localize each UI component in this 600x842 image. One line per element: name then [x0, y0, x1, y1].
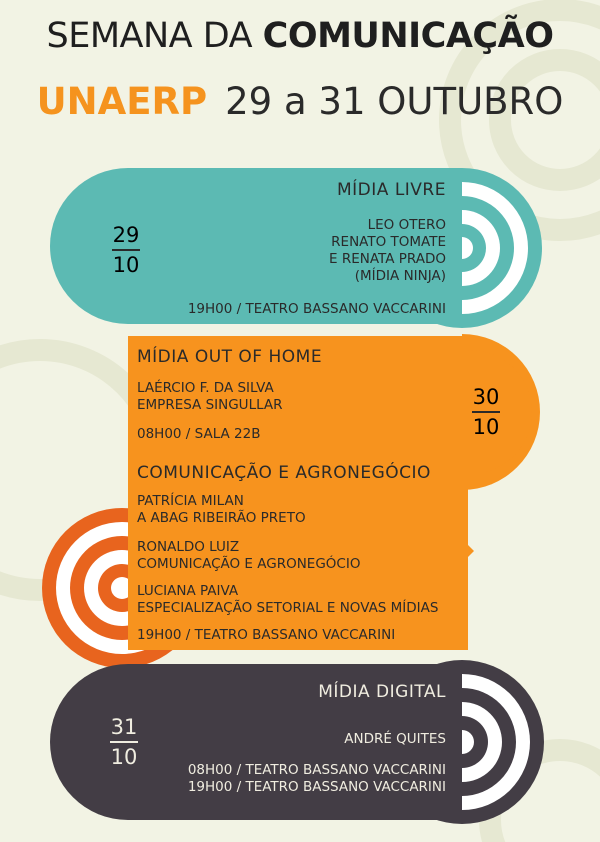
day3-date-day: 31 — [110, 715, 138, 739]
day2-speaker-b — [137, 539, 360, 573]
day2-speaker-c — [137, 583, 438, 617]
speaker-line: LEO OTERO — [367, 217, 446, 233]
day3-date — [96, 714, 152, 770]
speaker-line: A ABAG RIBEIRÃO PRETO — [137, 510, 306, 526]
speaker-line: (MÍDIA NINJA) — [354, 268, 446, 284]
day3-speaker: ANDRÉ QUITES — [344, 731, 446, 747]
speaker-line: EMPRESA SINGULLAR — [137, 397, 283, 413]
title-thin: SEMANA DA — [46, 16, 253, 56]
speaker-line: LAÉRCIO F. DA SILVA — [137, 380, 274, 396]
day1-time: 19H00 / TEATRO BASSANO VACCARINI — [187, 301, 446, 317]
date-divider — [472, 411, 500, 413]
day2-date-day: 30 — [472, 385, 500, 409]
event-subtitle — [0, 80, 600, 123]
day1-title: MÍDIA LIVRE — [337, 180, 446, 200]
day1-date-day: 29 — [112, 223, 140, 247]
event-title — [0, 16, 600, 56]
speaker-line: E RENATA PRADO — [329, 251, 446, 267]
time-line: 19H00 / TEATRO BASSANO VACCARINI — [187, 779, 446, 795]
speaker-line: PATRÍCIA MILAN — [137, 493, 244, 509]
day3-times — [188, 762, 446, 796]
day2-speaker-a — [137, 493, 306, 527]
date-divider — [112, 249, 140, 251]
day2-session2-title: COMUNICAÇÃO E AGRONEGÓCIO — [137, 463, 431, 483]
day2-date — [458, 384, 514, 440]
day1-date-month: 10 — [112, 253, 140, 277]
day1-date — [98, 222, 154, 278]
date-divider — [110, 741, 138, 743]
day2-panel-notch — [468, 545, 474, 557]
time-line: 08H00 / TEATRO BASSANO VACCARINI — [187, 762, 446, 778]
day2-session2-time: 19H00 / TEATRO BASSANO VACCARINI — [137, 627, 396, 643]
day2-session1-time: 08H00 / SALA 22B — [137, 426, 261, 442]
day3-date-month: 10 — [110, 745, 138, 769]
event-dates: 29 a 31 OUTUBRO — [225, 80, 564, 123]
speaker-line: LUCIANA PAIVA — [137, 583, 239, 599]
day3-title: MÍDIA DIGITAL — [318, 682, 446, 702]
speaker-line: ESPECIALIZAÇÃO SETORIAL E NOVAS MÍDIAS — [137, 600, 439, 616]
day1-speakers — [329, 217, 446, 285]
speaker-line: RONALDO LUIZ — [137, 539, 240, 555]
day2-date-month: 10 — [472, 415, 500, 439]
day2-session1-speaker — [137, 380, 283, 414]
title-bold: COMUNICAÇÃO — [262, 16, 554, 56]
speaker-line: COMUNICAÇÃO E AGRONEGÓCIO — [137, 556, 361, 572]
brand-name: UNAERP — [36, 80, 208, 123]
speaker-line: RENATO TOMATE — [331, 234, 446, 250]
day2-session1-title: MÍDIA OUT OF HOME — [137, 347, 323, 367]
